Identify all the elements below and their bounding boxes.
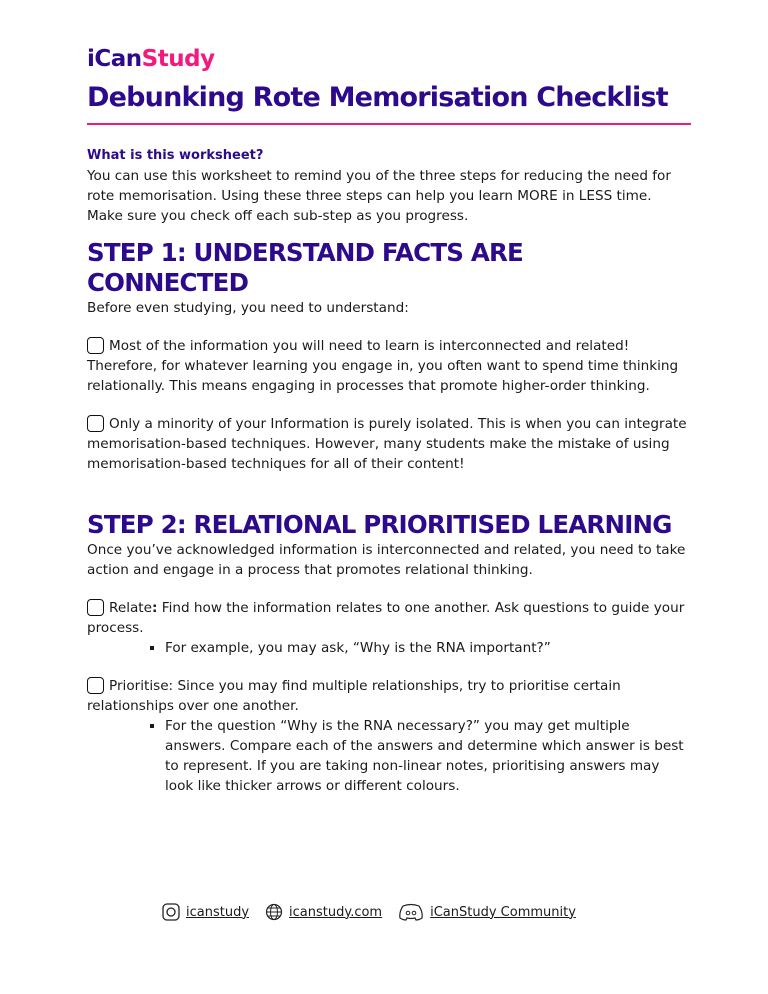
checklist-item: Most of the information you will need to learn is interconnected and related! Therefore, for whatever learning you engage in, you often want to spend time thinking relationally. This means engaging in processes that promote higher-order thinking.: [87, 338, 679, 394]
step2-lead: Once you’ve acknowledged information is interconnected and related, you need to take action and engage in a process that promotes relational thinking.: [87, 542, 686, 578]
intro-question: What is this worksheet?: [87, 148, 264, 163]
checkbox[interactable]: [87, 599, 104, 616]
page-title: Debunking Rote Memorisation Checklist: [87, 82, 668, 113]
checkbox[interactable]: [87, 677, 104, 694]
instagram-link[interactable]: icanstudy: [186, 904, 250, 920]
title-divider: [87, 123, 691, 125]
step1-lead: Before even studying, you need to understand:: [87, 300, 409, 316]
intro-text: You can use this worksheet to remind you of the three steps for reducing the need for rote memorisation. Using these three steps can help you learn MORE in LESS time. Make sure you check off each sub-step as you progress.: [87, 168, 671, 224]
globe-icon: [265, 903, 283, 921]
bullet-item: ▪ For example, you may ask, “Why is the RNA important?”: [165, 638, 687, 658]
checklist-item: Relate: Find how the information relates to one another. Ask questions to guide your process.: [87, 600, 685, 636]
checkbox[interactable]: [87, 337, 104, 354]
step1-heading: STEP 1: UNDERSTAND FACTS ARE CONNECTED: [87, 238, 523, 297]
checklist-item: Only a minority of your Information is purely isolated. This is when you can integrate memorisation-based techniques. However, many students make the mistake of using memorisation-based techniques for all of their content!: [87, 416, 687, 472]
instagram-icon: [162, 903, 180, 921]
website-link[interactable]: icanstudy.com: [289, 904, 383, 920]
logo: iCanStudy: [87, 46, 215, 72]
community-link[interactable]: iCanStudy Community: [430, 904, 576, 920]
step2-heading: STEP 2: RELATIONAL PRIORITISED LEARNING: [87, 510, 672, 539]
checkbox[interactable]: [87, 415, 104, 432]
checklist-item: Prioritise: Since you may find multiple relationships, try to prioritise certain relationships over one another.: [87, 678, 621, 714]
discord-icon: [398, 903, 424, 921]
bullet-item: ▪ For the question “Why is the RNA necessary?” you may get multiple answers. Compare each of the answers and determine which answer is best to represent. If you are taking non-linear notes, prioritising answers may look like thicker arrows or different colours.: [165, 716, 687, 796]
footer: [162, 903, 586, 921]
